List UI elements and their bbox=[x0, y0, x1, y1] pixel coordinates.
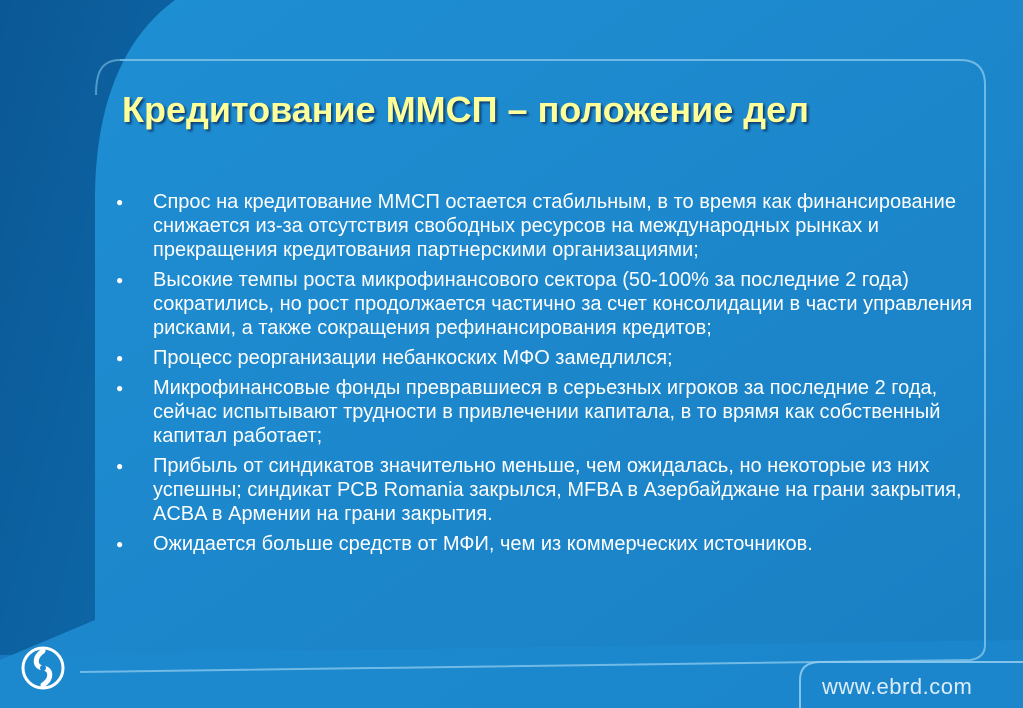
bullet-dot-icon: ● bbox=[116, 195, 124, 209]
bullet-text: Процесс реорганизации небанкоских МФО замедлился; bbox=[153, 347, 673, 369]
bullet-text: Спрос на кредитование ММСП остается стабильным, в то время как финансирование снижается из-за отсутствия свободных ресурсов на международных рынках и прекращения кредитования партнерскими организациями; bbox=[153, 191, 956, 261]
bullet-text: Высокие темпы роста микрофинансового сектора (50-100% за последние 2 года) сократились, но рост продолжается частично за счет консолидации в части управления рисками, а также сокращения рефинансирования кредитов; bbox=[153, 269, 973, 339]
list-item bbox=[116, 532, 976, 556]
bullet-text: Прибыль от синдикатов значительно меньше, чем ожидалась, но некоторые из них успешны; синдикат PCB Romania закрылся, MFBA в Азербайджане на грани закрытия, ACBA в Армении на грани закрытия. bbox=[153, 455, 962, 525]
bullet-dot-icon: ● bbox=[116, 351, 124, 365]
bullet-list bbox=[116, 190, 976, 562]
bullet-dot-icon: ● bbox=[116, 459, 124, 473]
bullet-dot-icon: ● bbox=[116, 537, 124, 551]
bullet-text: Микрофинансовые фонды превравшиеся в серьезных игроков за последние 2 года, сейчас испытывают трудности в привлечении капитала, в то врямя как собственный капитал работает; bbox=[153, 377, 941, 447]
bullet-dot-icon: ● bbox=[116, 273, 124, 287]
bullet-text: Ожидается больше средств от МФИ, чем из коммерческих источников. bbox=[153, 533, 813, 555]
list-item bbox=[116, 190, 976, 262]
slide-title: Кредитование ММСП – положение дел bbox=[122, 89, 810, 130]
list-item bbox=[116, 346, 976, 370]
ebrd-logo-icon bbox=[20, 645, 66, 691]
bullet-dot-icon: ● bbox=[116, 381, 124, 395]
list-item bbox=[116, 268, 976, 340]
list-item bbox=[116, 454, 976, 526]
footer-url-link[interactable]: www.ebrd.com bbox=[822, 674, 973, 699]
list-item bbox=[116, 376, 976, 448]
